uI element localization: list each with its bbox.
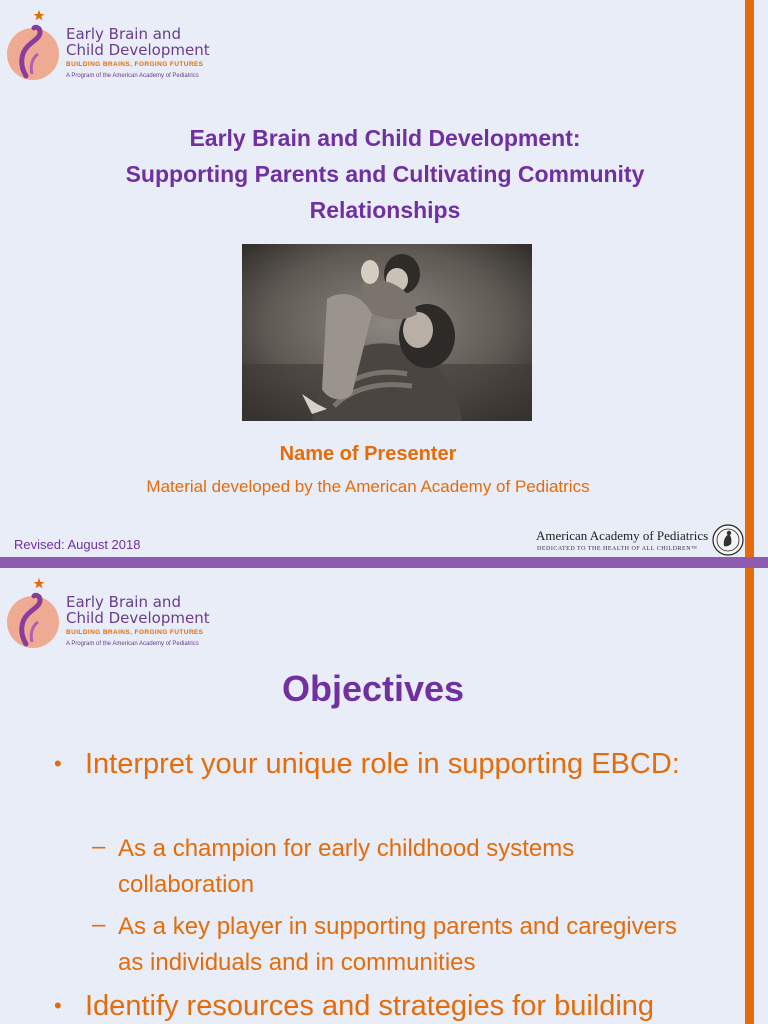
subbullet-item — [92, 831, 692, 903]
photo-illustration — [242, 244, 532, 421]
revised-date: Revised: August 2018 — [14, 537, 141, 552]
bullet-text: Identify resources and strategies for building — [85, 990, 655, 1022]
aap-logo — [536, 524, 746, 557]
slide-title-line: Supporting Parents and Cultivating Community — [125, 161, 645, 187]
subbullet-text: As a champion for early childhood systems collaboration — [118, 835, 575, 898]
bullet-text: Interpret your unique role in supporting EBCD: — [85, 748, 680, 780]
logo-tagline: BUILDING BRAINS, FORGING FUTURES — [66, 61, 204, 68]
objectives-title: Objectives — [281, 668, 465, 709]
logo-title: Early Brain and Child Development — [66, 25, 210, 59]
bullet-mark: • — [54, 993, 62, 1018]
parent-child-photo — [242, 244, 532, 421]
logo-subtitle: A Program of the American Academy of Pediatrics — [66, 641, 199, 647]
dash-mark: – — [92, 833, 106, 860]
aap-tagline: DEDICATED TO THE HEALTH OF ALL CHILDREN™ — [537, 546, 698, 552]
logo-tagline: BUILDING BRAINS, FORGING FUTURES — [66, 629, 204, 636]
orange-accent-bar — [745, 0, 754, 557]
objectives-slide — [0, 568, 768, 1024]
subbullet-item — [92, 909, 692, 981]
bullet-item — [54, 988, 714, 1024]
orange-accent-bar — [745, 568, 754, 1024]
aap-name: American Academy of Pediatrics — [536, 528, 709, 543]
bullet-mark: • — [54, 751, 62, 776]
subbullet-text: As a key player in supporting parents and caregivers as individuals and in communities — [118, 913, 677, 976]
logo-title: Early Brain and Child Development — [66, 593, 210, 627]
ebcd-logo-icon — [6, 8, 62, 82]
material-credit: Material developed by the American Academy of Pediatrics — [146, 477, 590, 496]
aap-seal-icon — [712, 524, 744, 556]
ebcd-logo — [6, 8, 266, 84]
ebcd-logo — [6, 576, 266, 652]
slide-divider — [0, 557, 768, 568]
slide-title-line: Early Brain and Child Development: — [189, 125, 581, 151]
ebcd-logo-icon — [6, 576, 62, 650]
slide-title-line: Relationships — [309, 197, 461, 223]
presenter-name: Name of Presenter — [279, 443, 457, 465]
bullet-item — [54, 746, 714, 782]
dash-mark: – — [92, 911, 106, 938]
slide-title — [40, 120, 730, 228]
logo-subtitle: A Program of the American Academy of Pediatrics — [66, 73, 199, 79]
